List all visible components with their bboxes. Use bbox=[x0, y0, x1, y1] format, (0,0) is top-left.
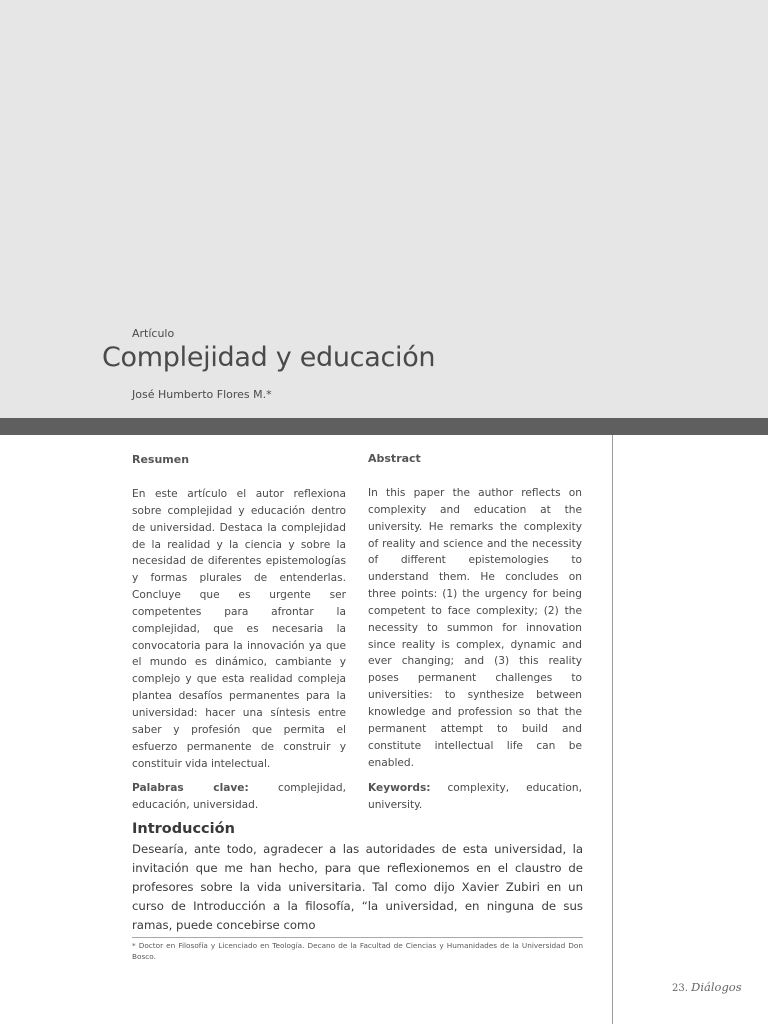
header-divider-bar bbox=[0, 418, 768, 435]
abstract-text: In this paper the author reflects on complexity and education at the university. He remarks the complexity of reality and science and the necessity of different epistemologies to understand them. He concludes on three points: (1) the urgency for being competent to face complexity; (2) the necessity to summon for innovation since reality is complex, dynamic and ever changing; and (3) this reality poses permanent challenges to universities: to synthesize between knowledge and profession so that the permanent attempt to build and constitute intellectual life can be enabled. bbox=[368, 487, 582, 769]
resumen-keywords-value: complejidad, educación, universidad. bbox=[132, 782, 346, 812]
page-margin-rule bbox=[612, 435, 613, 1024]
intro-heading: Introducción bbox=[132, 821, 235, 837]
intro-text: Desearía, ante todo, agradecer a las autoridades de esta universidad, la invitación que me han hecho, para que reflexionemos en el claustro de profesores sobre la vida universitaria. Tal como dijo Xavier Zubiri en un curso de Introducción a la filosofía, “la universidad, en ninguna de sus ramas, puede concebirse como bbox=[132, 842, 583, 932]
footnote-rule bbox=[132, 937, 583, 938]
abstract-keywords-label: Keywords: bbox=[368, 782, 431, 795]
resumen-text: En este artículo el autor reflexiona sobre complejidad y educación dentro de universidad. Destaca la complejidad de la realidad y la ciencia y sobre la necesidad de diferentes epistemologías y formas plurales de entenderlas. Concluye que es urgente ser competentes para afrontar la complejidad, que es necesaria la convocatoria para la innovación ya que el mundo es dinámico, cambiante y complejo y que esta realidad compleja plantea desafíos permanentes para la universidad: hacer una síntesis entre saber y profesión que permita el esfuerzo permanente de construir y constituir vida intelectual. bbox=[132, 488, 346, 770]
page-folio bbox=[672, 980, 742, 994]
resumen-column bbox=[132, 453, 346, 814]
page-number: 23. bbox=[672, 983, 688, 994]
journal-name: Diálogos bbox=[691, 980, 742, 994]
abstract-keywords bbox=[368, 780, 582, 814]
author-footnote: * Doctor en Filosofía y Licenciado en Teología. Decano de la Facultad de Ciencias y Humanidades de la Universidad Don Bosco. bbox=[132, 941, 583, 961]
article-kicker: Artículo bbox=[132, 327, 175, 340]
article-author: José Humberto Flores M.* bbox=[132, 388, 272, 401]
resumen-keywords-label: Palabras clave: bbox=[132, 782, 249, 795]
abstract-keywords-value: complexity, education, university. bbox=[368, 782, 582, 812]
resumen-heading: Resumen bbox=[132, 453, 190, 466]
abstract-column bbox=[368, 453, 582, 814]
resumen-keywords bbox=[132, 780, 346, 814]
abstract-heading: Abstract bbox=[368, 452, 421, 465]
article-title: Complejidad y educación bbox=[102, 342, 436, 373]
